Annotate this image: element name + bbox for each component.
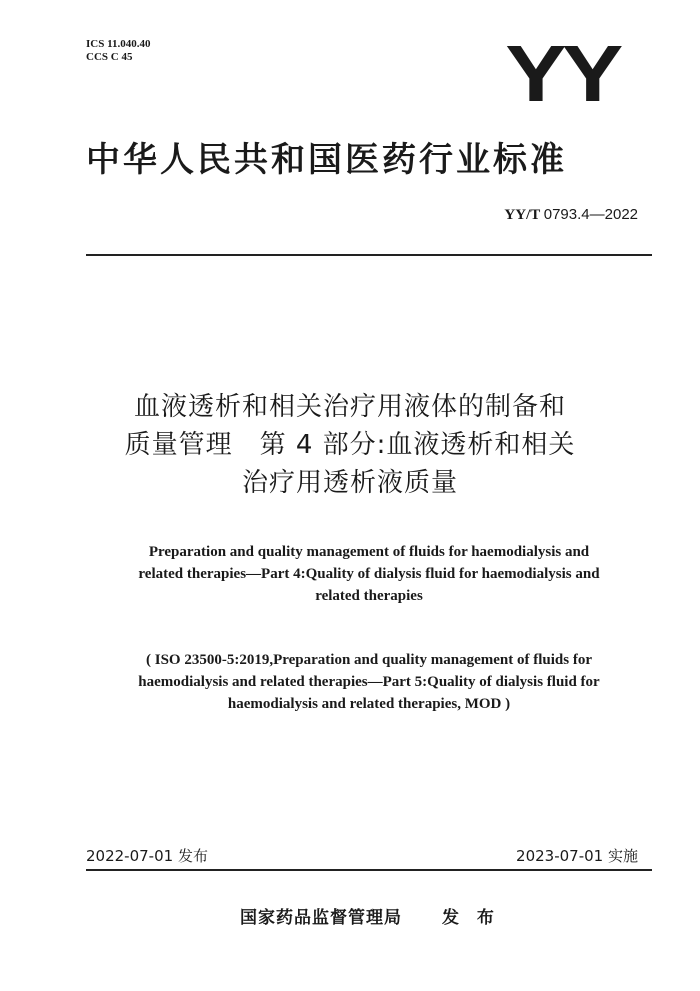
publisher-line: [240, 903, 500, 928]
english-title-line: related therapies: [315, 588, 423, 604]
english-title: [86, 541, 652, 607]
standard-prefix: YY/T: [504, 207, 540, 223]
publisher-action: 发 布: [442, 908, 500, 928]
implementation-date: 2023-07-01 实施: [516, 847, 638, 865]
issue-date: 2022-07-01 发布: [86, 847, 208, 865]
standard-number: 0793.4—2022: [543, 206, 638, 223]
iso-reference-line: ( ISO 23500-5:2019,Preparation and quality management of fluids for: [146, 652, 592, 668]
ics-code: ICS 11.040.40: [86, 38, 151, 50]
chinese-title: [70, 388, 630, 502]
classification-codes: [86, 38, 151, 64]
english-title-line: Preparation and quality management of fluids for haemodialysis and: [148, 544, 590, 560]
yy-logo: YY: [505, 29, 619, 118]
ccs-code: CCS C 45: [86, 51, 133, 63]
publisher-name: 国家药品监督管理局: [240, 908, 402, 928]
standard-organization: 中华人民共和国医药行业标准: [86, 140, 567, 180]
chinese-title-line: 血液透析和相关治疗用液体的制备和: [133, 392, 566, 422]
english-title-line: related therapies—Part 4:Quality of dialysis fluid for haemodialysis and: [138, 566, 600, 582]
iso-reference: [86, 649, 652, 715]
chinese-title-line: 质量管理 第 4 部分:血液透析和相关: [124, 430, 576, 460]
top-divider: [86, 254, 652, 256]
chinese-title-line: 治疗用透析液质量: [241, 468, 458, 498]
iso-reference-line: haemodialysis and related therapies—Part 5:Quality of dialysis fluid for: [138, 674, 600, 690]
iso-reference-line: haemodialysis and related therapies, MOD ): [227, 696, 511, 712]
standard-code: [504, 206, 638, 224]
bottom-divider: [86, 869, 652, 871]
